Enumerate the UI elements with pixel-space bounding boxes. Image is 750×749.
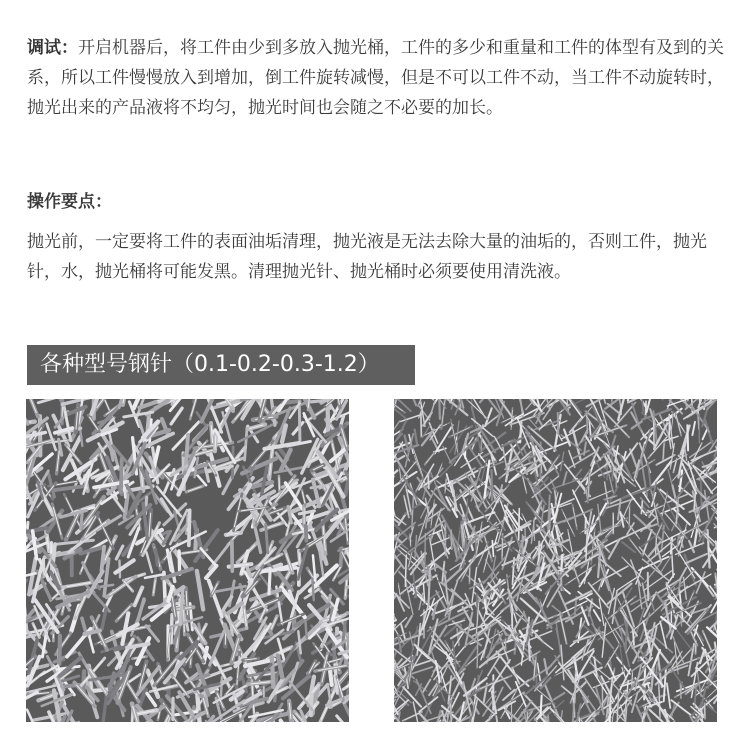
debug-paragraph xyxy=(27,33,727,123)
operation-paragraph: 抛光前，一定要将工件的表面油垢清理，抛光液是无法去除大量的油垢的，否则工件，抛光针，水，抛光桶将可能发黑。清理抛光针、抛光桶时必须要使用清洗液。 xyxy=(27,232,707,282)
steel-pin xyxy=(701,476,702,505)
steel-pin xyxy=(156,549,158,565)
steel-pin xyxy=(641,501,642,513)
steel-pin xyxy=(612,456,613,480)
steel-pins-photo-thick xyxy=(26,399,349,722)
steel-pin xyxy=(492,470,493,500)
steel-pin xyxy=(189,510,190,545)
steel-pin xyxy=(481,436,482,452)
steel-pin xyxy=(81,514,82,529)
steel-pin xyxy=(306,526,307,541)
steel-pins-photo-fine xyxy=(394,399,717,722)
steel-pin xyxy=(180,589,182,624)
steel-pins-image-fine xyxy=(394,399,717,722)
steel-pin xyxy=(451,530,452,549)
steel-pin xyxy=(681,612,682,625)
steel-pin-banner: 各种型号钢针（0.1-0.2-0.3-1.2） xyxy=(27,345,415,385)
steel-pin xyxy=(428,570,429,606)
steel-pin xyxy=(311,400,332,402)
steel-pin xyxy=(312,578,313,600)
steel-pin xyxy=(186,435,188,469)
steel-pin xyxy=(561,555,562,570)
debug-text: 开启机器后，将工件由少到多放入抛光桶，工件的多少和重量和工件的体型有及到的关系，所以工件慢慢放入到增加，倒工件旋转减慢，但是不可以工件不动，当工件不动旋转时，抛光出来的产品液将不均匀，抛光时间也会随之不必要的加长。 xyxy=(27,38,724,118)
steel-pin xyxy=(425,534,426,570)
steel-pins-image-thick xyxy=(26,399,349,722)
steel-pin xyxy=(558,413,559,434)
steel-pin xyxy=(492,541,493,557)
steel-pin xyxy=(299,402,300,441)
operation-heading: 操作要点： xyxy=(27,192,112,212)
steel-pin xyxy=(305,621,306,638)
steel-pin xyxy=(477,633,478,668)
steel-pin xyxy=(439,399,440,419)
debug-label: 调试： xyxy=(27,38,78,58)
steel-pin xyxy=(541,696,542,717)
steel-pin-highlight xyxy=(184,610,185,633)
steel-pin xyxy=(311,695,312,716)
steel-pin xyxy=(121,459,122,492)
